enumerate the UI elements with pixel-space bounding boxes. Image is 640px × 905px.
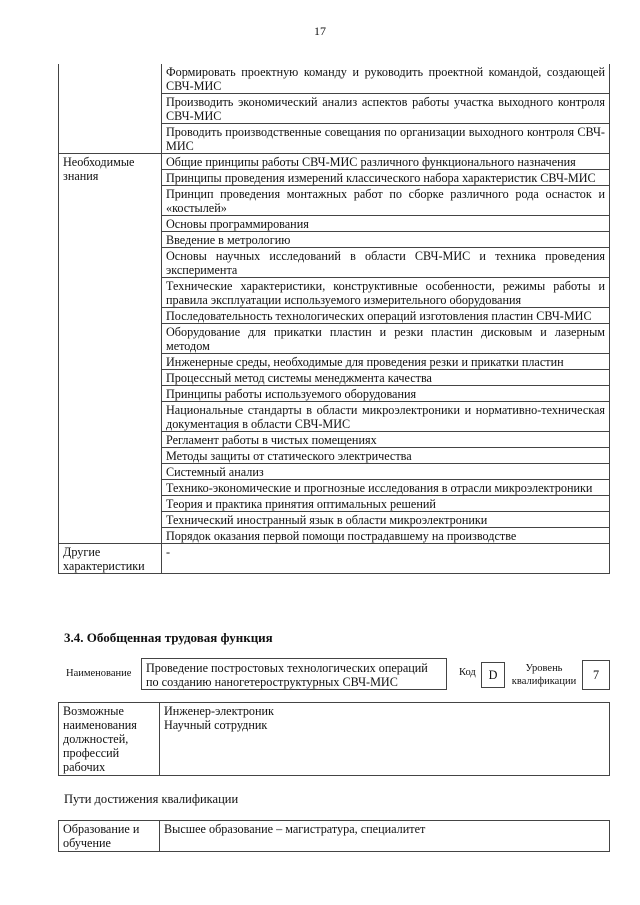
knowledge-item: Методы защиты от статического электричества: [162, 448, 610, 464]
skill-item: Формировать проектную команду и руководить проектной командой, создающей СВЧ-МИС: [162, 64, 610, 94]
knowledge-item: Процессный метод системы менеджмента качества: [162, 370, 610, 386]
knowledge-item: Общие принципы работы СВЧ-МИС различного функционального назначения: [162, 154, 610, 170]
knowledge-item: Технический иностранный язык в области микроэлектроники: [162, 512, 610, 528]
education-value: Высшее образование – магистратура, специалитет: [160, 821, 610, 852]
knowledge-item: Теория и практика принятия оптимальных решений: [162, 496, 610, 512]
education-label: Образование и обучение: [59, 821, 160, 852]
knowledge-item: Технико-экономические и прогнозные исследования в отрасли микроэлектроники: [162, 480, 610, 496]
knowledge-item: Принцип проведения монтажных работ по сборке различного рода оснасток и «костылей»: [162, 186, 610, 216]
row-label-other: Другие характеристики: [59, 544, 162, 574]
skill-item: Производить экономический анализ аспектов работы участка выходного контроля СВЧ-МИС: [162, 94, 610, 124]
name-value: Проведение постростовых технологических операций по созданию наногетероструктурных СВЧ-МИС: [141, 658, 447, 690]
competency-table: [58, 64, 610, 574]
row-label-knowledge: Необходимые знания: [59, 154, 162, 544]
code-label: Код: [459, 667, 476, 678]
knowledge-item: Оборудование для прикатки пластин и резки пластин дисковым и лазерным методом: [162, 324, 610, 354]
level-value: 7: [582, 660, 610, 690]
knowledge-item: Системный анализ: [162, 464, 610, 480]
knowledge-item: Национальные стандарты в области микроэлектроники и нормативно-техническая документация в области СВЧ-МИС: [162, 402, 610, 432]
knowledge-item: Технические характеристики, конструктивные особенности, режимы работы и правила эксплуатации используемого измерительного оборудования: [162, 278, 610, 308]
page-number: 17: [314, 24, 326, 38]
code-value: D: [481, 662, 505, 688]
position-item: Инженер-электроник: [164, 704, 274, 718]
other-value: -: [162, 544, 610, 574]
level-label: Уровень квалификации: [511, 663, 577, 687]
positions-table: [58, 702, 610, 776]
name-label: Наименование: [66, 668, 132, 679]
skill-item: Проводить производственные совещания по организации выходного контроля СВЧ-МИС: [162, 124, 610, 154]
position-item: Научный сотрудник: [164, 718, 268, 732]
row-label-empty: [59, 64, 162, 154]
knowledge-item: Основы программирования: [162, 216, 610, 232]
qualification-paths-heading: Пути достижения квалификации: [64, 792, 239, 806]
knowledge-item: Регламент работы в чистых помещениях: [162, 432, 610, 448]
knowledge-item: Порядок оказания первой помощи пострадавшему на производстве: [162, 528, 610, 544]
knowledge-item: Последовательность технологических операций изготовления пластин СВЧ-МИС: [162, 308, 610, 324]
knowledge-item: Введение в метрологию: [162, 232, 610, 248]
knowledge-item: Принципы проведения измерений классического набора характеристик СВЧ-МИС: [162, 170, 610, 186]
knowledge-item: Основы научных исследований в области СВЧ-МИС и техника проведения эксперимента: [162, 248, 610, 278]
knowledge-item: Принципы работы используемого оборудования: [162, 386, 610, 402]
section-heading: 3.4. Обобщенная трудовая функция: [64, 630, 273, 645]
positions-values: [160, 703, 610, 776]
education-table: [58, 820, 610, 852]
positions-label: Возможные наименования должностей, профессий рабочих: [59, 703, 160, 776]
knowledge-item: Инженерные среды, необходимые для проведения резки и прикатки пластин: [162, 354, 610, 370]
